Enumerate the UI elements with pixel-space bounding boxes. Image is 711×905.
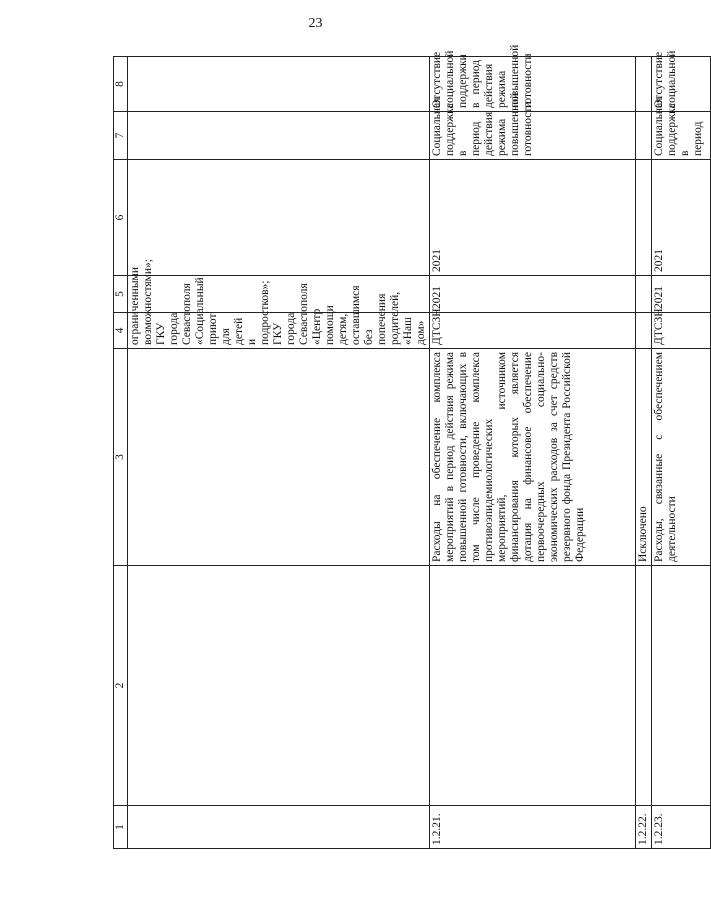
- consequence-cell: Отсутствие социальной: [652, 57, 711, 112]
- result-cell: [128, 112, 430, 160]
- table-row: [652, 57, 711, 849]
- table-row: [430, 57, 636, 849]
- cell: [636, 566, 652, 806]
- executor-cell: [636, 313, 652, 349]
- header-cell: 4: [114, 313, 128, 349]
- end-year-cell: 2021: [652, 160, 711, 276]
- end-year-cell: [636, 160, 652, 276]
- row-number-cell: 1.2.23.: [652, 806, 711, 849]
- description-cell: [128, 349, 430, 566]
- cell: [652, 566, 711, 806]
- row-number-cell: 1.2.21.: [430, 806, 636, 849]
- result-cell: Социальная поддержка в период: [652, 112, 711, 160]
- executor-cell: ДТСЗН: [430, 313, 636, 349]
- header-cell: 7: [114, 112, 128, 160]
- consequence-cell: [128, 57, 430, 112]
- header-cell: 8: [114, 57, 128, 112]
- consequence-cell: [636, 57, 652, 112]
- header-cell: 6: [114, 160, 128, 276]
- description-cell: Исключено: [636, 349, 652, 566]
- description-cell: Расходы, связанные с обеспечением деятельности: [652, 349, 711, 566]
- start-year-cell: 2021: [652, 276, 711, 313]
- row-number-cell: 1.2.22.: [636, 806, 652, 849]
- result-cell: [636, 112, 652, 160]
- program-table: [113, 44, 711, 849]
- consequence-cell: Отсутствие социальной поддержки в период действия режима повышенной готовности: [430, 57, 636, 112]
- executor-cell: ограниченными возможностями»; ГКУ города Севастополя «Социальный приют для детей и подростков»; ГКУ города Севастополя «Центр помощи детям, оставшимся без попечения родителей, «Наш дом»: [128, 313, 430, 349]
- description-cell: Расходы на обеспечение комплекса мероприятий в период действия режима повышенной готовности, включающих в том числе проведение комплекса противоэпидемиологических мероприятий, источником финансирования которых является дотация на финансовое обеспечение первоочередных социально-экономических расходов за счет средств резервного фонда Президента Российской Федерации: [430, 349, 636, 566]
- end-year-cell: 2021: [430, 160, 636, 276]
- result-cell: Социальная поддержка в период действия режима повышенной готовности: [430, 112, 636, 160]
- rotated-table-container: [113, 44, 704, 849]
- header-cell: 5: [114, 276, 128, 313]
- row-number-cell: [128, 806, 430, 849]
- executor-cell: ДТСЗН: [652, 313, 711, 349]
- cell: [128, 566, 430, 806]
- cell: [430, 566, 636, 806]
- end-year-cell: [128, 160, 430, 276]
- table-row: [636, 57, 652, 849]
- page-number: 23: [308, 16, 323, 31]
- start-year-cell: [636, 276, 652, 313]
- header-cell: 1: [114, 806, 128, 849]
- table-header-row: [114, 57, 128, 849]
- start-year-cell: 2021: [430, 276, 636, 313]
- table-row: [128, 57, 430, 849]
- header-cell: 2: [114, 566, 128, 806]
- header-cell: 3: [114, 349, 128, 566]
